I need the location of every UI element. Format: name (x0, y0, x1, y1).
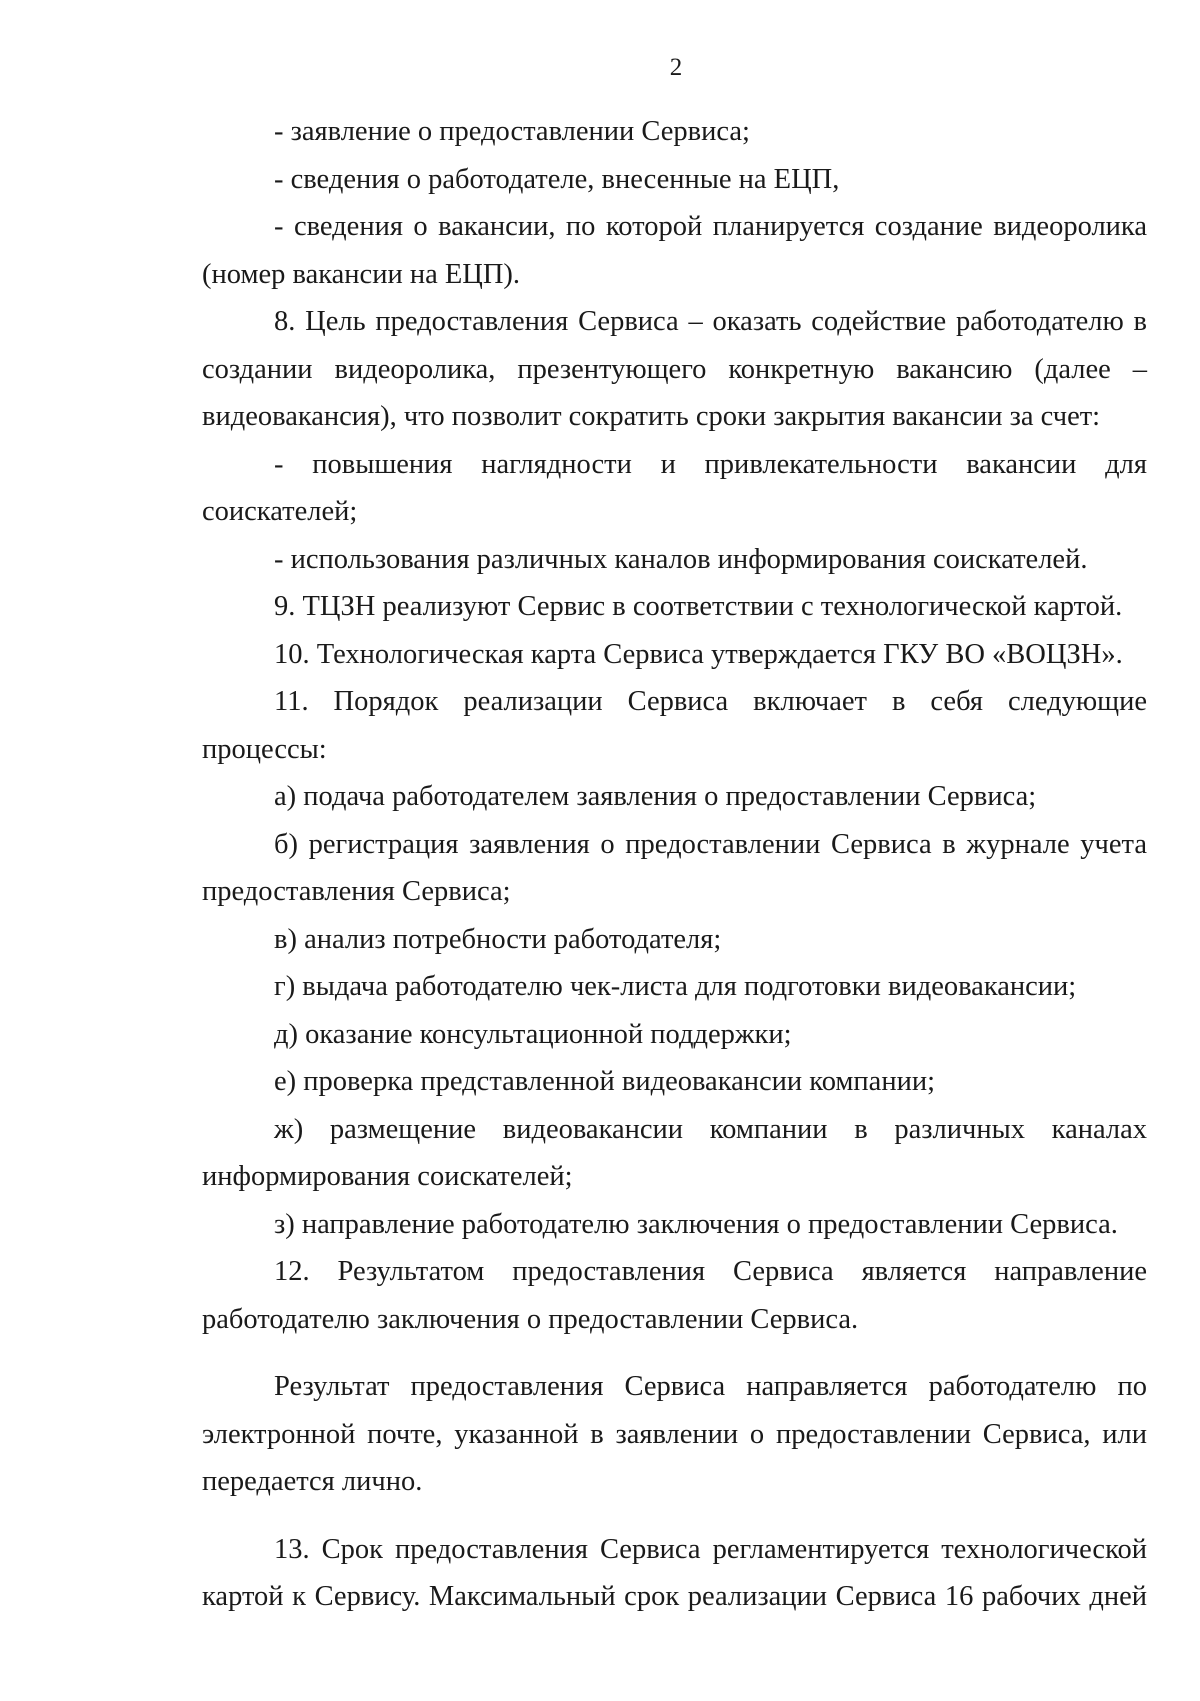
paragraph-item: 11. Порядок реализации Сервиса включает в себя следующие процессы: (202, 686, 1147, 765)
paragraph-item: а) подача работодателем заявления о предоставлении Сервиса; (274, 781, 1037, 812)
paragraph-item: ж) размещение видеовакансии компании в различных каналах информирования соискателей; (202, 1113, 1147, 1192)
document-body (202, 108, 1147, 1621)
paragraph-item: г) выдача работодателю чек-листа для подготовки видеовакансии; (274, 971, 1077, 1002)
paragraph-item: д) оказание консультационной поддержки; (274, 1018, 792, 1050)
paragraph-item: 8. Цель предоставления Сервиса – оказать содействие работодателю в создании видеоролика, презентующего конкретную вакансию (далее – видеовакансия), что позволит сократить сроки закрытия вакансии за счет: (202, 306, 1147, 432)
paragraph-item: е) проверка представленной видеовакансии компании; (274, 1066, 936, 1097)
paragraph-item: - повышения наглядности и привлекательности вакансии для соискателей; (202, 448, 1147, 527)
paragraph-item: - использования различных каналов информирования соискателей. (274, 543, 1088, 575)
paragraph-item: Результат предоставления Сервиса направляется работодателю по электронной почте, указанной в заявлении о предоставлении Сервиса, или передается лично. (202, 1371, 1147, 1497)
paragraph-item: - сведения о вакансии, по которой планируется создание видеоролика (номер вакансии на ЕЦП). (202, 211, 1147, 290)
paragraph-item: 12. Результатом предоставления Сервиса является направление работодателю заключения о предоставлении Сервиса. (202, 1256, 1147, 1335)
page-number: 2 (669, 54, 683, 81)
paragraph-item: 10. Технологическая карта Сервиса утверждается ГКУ ВО «ВОЦЗН». (274, 638, 1123, 670)
paragraph-item: - заявление о предоставлении Сервиса; (274, 116, 750, 147)
paragraph-item: б) регистрация заявления о предоставлении Сервиса в журнале учета предоставления Сервиса; (202, 828, 1147, 907)
paragraph-item: з) направление работодателю заключения о предоставлении Сервиса. (274, 1208, 1118, 1240)
paragraph-item: 13. Срок предоставления Сервиса регламентируется технологической картой к Сервису. Максимальный срок реализации Сервиса 16 рабочих дней (202, 1533, 1147, 1612)
paragraph-item: - сведения о работодателе, внесенные на ЕЦП, (274, 163, 840, 195)
paragraph-item: в) анализ потребности работодателя; (274, 923, 722, 955)
paragraph-item: 9. ТЦЗН реализуют Сервис в соответствии с технологической картой. (274, 591, 1123, 622)
